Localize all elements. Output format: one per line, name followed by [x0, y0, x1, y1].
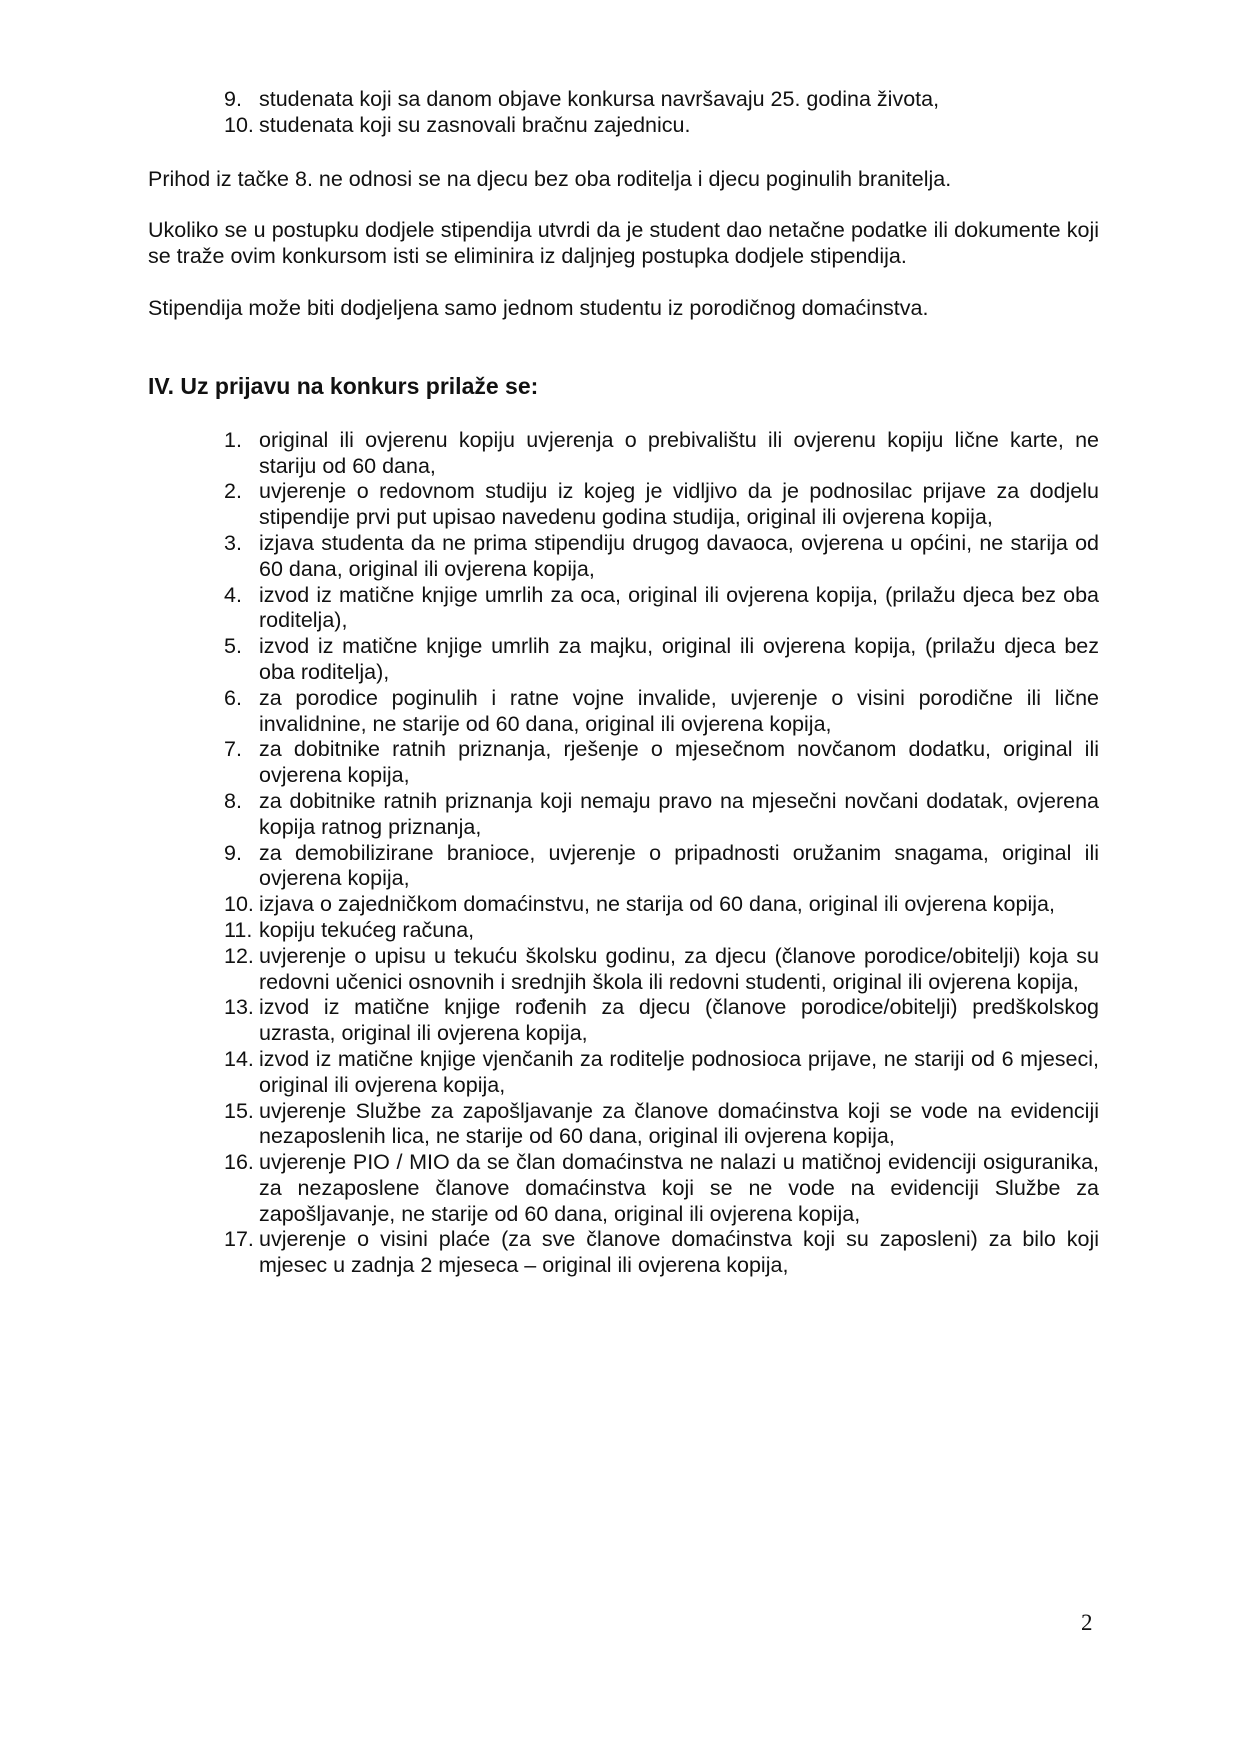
list-item — [148, 87, 1099, 113]
list-item-number: 2. — [224, 479, 242, 504]
list-item — [148, 1099, 1099, 1151]
list-item-number: 8. — [224, 788, 242, 813]
list-item-text: uvjerenje Službe za zapošljavanje za članove domaćinstva koji se vode na evidenciji nezaposlenih lica, ne starije od 60 dana, original ili ovjerena kopija, — [259, 1098, 1099, 1149]
list-item-text: izjava studenta da ne prima stipendiju drugog davaoca, ovjerena u općini, ne starija od 60 dana, original ili ovjerena kopija, — [259, 530, 1099, 581]
list-item-number: 6. — [224, 685, 242, 710]
page-number: 2 — [1081, 1610, 1093, 1635]
list-item-number: 16. — [224, 1150, 254, 1175]
list-item — [148, 918, 1099, 944]
list-item — [148, 1227, 1099, 1279]
list-item-number: 15. — [224, 1098, 254, 1123]
required-documents-list — [148, 428, 1099, 1279]
paragraph-income-note: Prihod iz tačke 8. ne odnosi se na djecu bez oba roditelja i djecu poginulih branitelja. — [148, 166, 952, 191]
section-heading-iv: IV. Uz prijavu na konkurs prilaže se: — [148, 372, 539, 399]
list-item — [148, 1047, 1099, 1099]
list-item-text: izvod iz matične knjige rođenih za djecu (članove porodice/obitelji) predškolskog uzrasta, original ili ovjerena kopija, — [259, 995, 1099, 1046]
list-item — [148, 1150, 1099, 1227]
list-item — [148, 686, 1099, 738]
list-item-text: izvod iz matične knjige umrlih za oca, original ili ovjerena kopija, (prilažu djeca bez oba roditelja), — [259, 582, 1099, 633]
list-item-number: 10. — [224, 892, 254, 917]
list-item-text: za porodice poginulih i ratne vojne invalide, uvjerenje o visini porodične ili lične invalidnine, ne starije od 60 dana, original ili ovjerena kopija, — [259, 685, 1099, 736]
list-item-text: uvjerenje o visini plaće (za sve članove domaćinstva koji su zaposleni) za bilo koji mjesec u zadnja 2 mjeseca – original ili ovjerena kopija, — [259, 1227, 1099, 1278]
list-item-text: izvod iz matične knjige umrlih za majku, original ili ovjerena kopija, (prilažu djeca bez oba roditelja), — [259, 634, 1099, 684]
eligibility-list-continued — [148, 87, 1099, 139]
list-item-text: uvjerenje o redovnom studiju iz kojeg je vidljivo da je podnosilac prijave za dodjelu stipendije prvi put upisao navedenu godina studija, original ili ovjerena kopija, — [259, 479, 1099, 530]
list-item-text: za demobilizirane branioce, uvjerenje o pripadnosti oružanim snagama, original ili ovjerena kopija, — [259, 840, 1099, 891]
list-item-text: original ili ovjerenu kopiju uvjerenja o prebivalištu ili ovjerenu kopiju lične karte, ne stariju od 60 dana, — [259, 427, 1099, 478]
list-item — [148, 428, 1099, 480]
list-item-text: za dobitnike ratnih priznanja koji nemaju pravo na mjesečni novčani dodatak, ovjerena kopija ratnog priznanja, — [259, 788, 1099, 839]
list-item — [148, 531, 1099, 583]
list-item-text: za dobitnike ratnih priznanja, rješenje o mjesečnom novčanom dodatku, original ili ovjerena kopija, — [259, 737, 1099, 788]
list-item — [148, 789, 1099, 841]
list-item-text: izjava o zajedničkom domaćinstvu, ne starija od 60 dana, original ili ovjerena kopija, — [259, 892, 1055, 917]
list-item-text: izvod iz matične knjige vjenčanih za roditelje podnosioca prijave, ne stariji od 6 mjeseci, original ili ovjerena kopija, — [259, 1046, 1099, 1097]
list-item-number: 7. — [224, 737, 242, 762]
list-item-number: 3. — [224, 530, 242, 555]
list-item-number: 9. — [224, 87, 242, 111]
list-item-number: 1. — [224, 427, 242, 452]
list-item-number: 17. — [224, 1227, 254, 1252]
paragraph-false-data-note: Ukoliko se u postupku dodjele stipendija utvrdi da je student dao netačne podatke ili dokumente koji se traže ovim konkursom isti se eliminira iz daljnjeg postupka dodjele stipendija. — [148, 218, 1099, 269]
list-item — [148, 113, 1099, 139]
list-item-text: studenata koji su zasnovali bračnu zajednicu. — [259, 112, 691, 137]
list-item-text: uvjerenje o upisu u tekuću školsku godinu, za djecu (članove porodice/obitelji) koja su redovni učenici osnovnih i srednjih škola ili redovni studenti, original ili ovjerena kopija, — [259, 943, 1099, 994]
list-item-text: studenata koji sa danom objave konkursa navršavaju 25. godina života, — [259, 87, 940, 111]
list-item-number: 11. — [224, 917, 253, 942]
list-item — [148, 634, 1099, 686]
list-item-text: kopiju tekućeg računa, — [259, 917, 475, 942]
document-page — [148, 87, 1099, 1279]
list-item — [148, 479, 1099, 531]
list-item-number: 12. — [224, 943, 254, 968]
list-item — [148, 892, 1099, 918]
list-item-number: 4. — [224, 582, 242, 607]
list-item-number: 10. — [224, 112, 254, 137]
list-item — [148, 995, 1099, 1047]
list-item — [148, 583, 1099, 635]
paragraph-one-per-household: Stipendija može biti dodjeljena samo jednom studentu iz porodičnog domaćinstva. — [148, 295, 929, 320]
list-item-number: 9. — [224, 840, 242, 865]
list-item-number: 5. — [224, 634, 242, 659]
list-item-number: 13. — [224, 995, 254, 1020]
list-item — [148, 944, 1099, 996]
list-item — [148, 841, 1099, 893]
list-item-text: uvjerenje PIO / MIO da se član domaćinstva ne nalazi u matičnoj evidenciji osiguranika, za nezaposlene članove domaćinstva koji se ne vode na evidenciji Službe za zapošljavanje, ne starije od 60 dana, original ili ovjerena kopija, — [259, 1150, 1099, 1226]
list-item — [148, 737, 1099, 789]
list-item-number: 14. — [224, 1046, 254, 1071]
